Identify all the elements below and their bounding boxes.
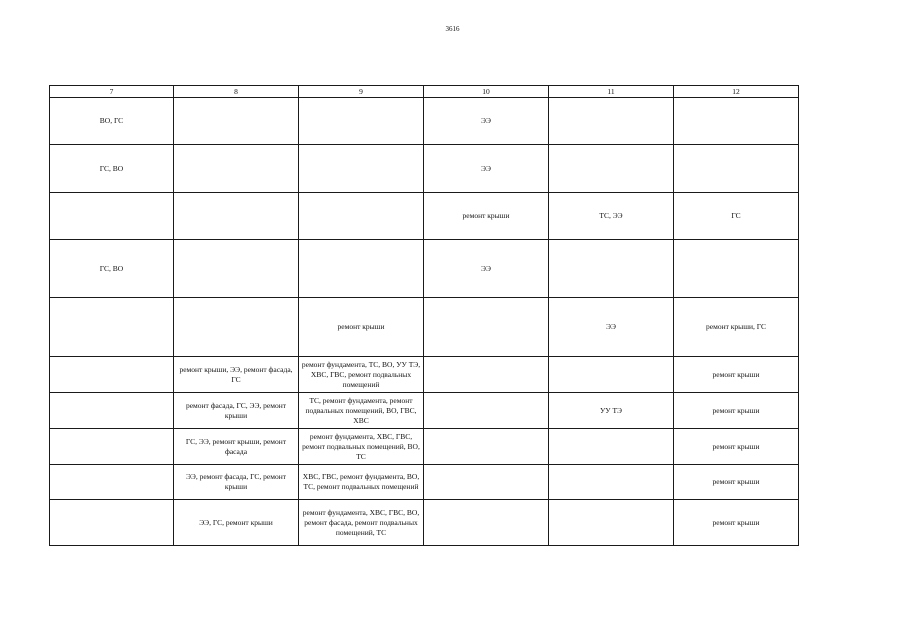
table-row bbox=[50, 145, 799, 193]
table-row bbox=[50, 465, 799, 500]
table-cell: ЭЭ bbox=[424, 145, 549, 193]
table-row bbox=[50, 357, 799, 393]
table-cell: ремонт крыши, ЭЭ, ремонт фасада, ГС bbox=[174, 357, 299, 393]
table-row bbox=[50, 98, 799, 145]
table-cell bbox=[674, 145, 799, 193]
table-cell: ВО, ГС bbox=[50, 98, 174, 145]
table-cell: ремонт крыши bbox=[674, 393, 799, 429]
table-cell bbox=[549, 98, 674, 145]
table-cell: ЭЭ bbox=[424, 240, 549, 298]
table-row bbox=[50, 393, 799, 429]
table-cell bbox=[174, 98, 299, 145]
table-row bbox=[50, 298, 799, 357]
table-cell bbox=[174, 298, 299, 357]
table-cell bbox=[424, 500, 549, 546]
table-cell bbox=[50, 193, 174, 240]
table-row bbox=[50, 429, 799, 465]
table-cell bbox=[424, 298, 549, 357]
table-cell: ремонт крыши bbox=[299, 298, 424, 357]
table-cell bbox=[50, 500, 174, 546]
table-cell bbox=[549, 145, 674, 193]
data-table bbox=[49, 85, 799, 546]
table-row bbox=[50, 500, 799, 546]
table-cell bbox=[424, 357, 549, 393]
table-cell: ремонт фундамента, ХВС, ГВС, ремонт подвальных помещений, ВО, ТС bbox=[299, 429, 424, 465]
table-cell: ЭЭ, ремонт фасада, ГС, ремонт крыши bbox=[174, 465, 299, 500]
table-cell bbox=[299, 193, 424, 240]
table-cell: ХВС, ГВС, ремонт фундамента, ВО, ТС, ремонт подвальных помещений bbox=[299, 465, 424, 500]
table-cell bbox=[50, 393, 174, 429]
table-cell: ГС bbox=[674, 193, 799, 240]
table-cell: ТС, ремонт фундамента, ремонт подвальных помещений, ВО, ГВС, ХВС bbox=[299, 393, 424, 429]
column-header: 8 bbox=[174, 86, 299, 98]
table-cell bbox=[549, 429, 674, 465]
table-cell: ремонт крыши bbox=[674, 429, 799, 465]
table-cell bbox=[549, 240, 674, 298]
table-cell bbox=[174, 240, 299, 298]
table-cell bbox=[50, 429, 174, 465]
table-cell: ремонт крыши bbox=[674, 465, 799, 500]
table-cell: ремонт крыши bbox=[674, 500, 799, 546]
table-cell: ремонт крыши bbox=[674, 357, 799, 393]
table-cell: ТС, ЭЭ bbox=[549, 193, 674, 240]
table-cell bbox=[424, 429, 549, 465]
table-row bbox=[50, 193, 799, 240]
column-header: 12 bbox=[674, 86, 799, 98]
table-cell bbox=[674, 240, 799, 298]
header-row bbox=[50, 86, 799, 98]
table-cell bbox=[174, 193, 299, 240]
table-cell bbox=[299, 145, 424, 193]
table-row bbox=[50, 240, 799, 298]
column-header: 9 bbox=[299, 86, 424, 98]
table-cell: ремонт фундамента, ХВС, ГВС, ВО, ремонт фасада, ремонт подвальных помещений, ТС bbox=[299, 500, 424, 546]
table-cell bbox=[424, 465, 549, 500]
table-cell: ЭЭ, ГС, ремонт крыши bbox=[174, 500, 299, 546]
table-cell bbox=[174, 145, 299, 193]
table-cell bbox=[50, 465, 174, 500]
table-cell bbox=[50, 357, 174, 393]
table-cell bbox=[299, 240, 424, 298]
table-cell bbox=[549, 357, 674, 393]
table-cell bbox=[549, 500, 674, 546]
table-cell bbox=[50, 298, 174, 357]
column-header: 11 bbox=[549, 86, 674, 98]
table-cell bbox=[299, 98, 424, 145]
table-cell: ремонт фундамента, ТС, ВО, УУ ТЭ, ХВС, ГВС, ремонт подвальных помещений bbox=[299, 357, 424, 393]
table-cell: ГС, ВО bbox=[50, 240, 174, 298]
column-header: 7 bbox=[50, 86, 174, 98]
table-cell: ГС, ЭЭ, ремонт крыши, ремонт фасада bbox=[174, 429, 299, 465]
table-cell: ГС, ВО bbox=[50, 145, 174, 193]
table-cell bbox=[424, 393, 549, 429]
table-cell: ремонт фасада, ГС, ЭЭ, ремонт крыши bbox=[174, 393, 299, 429]
table-cell bbox=[674, 98, 799, 145]
table-cell: ремонт крыши, ГС bbox=[674, 298, 799, 357]
table-cell: УУ ТЭ bbox=[549, 393, 674, 429]
page-number: 3616 bbox=[445, 25, 460, 33]
table-cell: ЭЭ bbox=[424, 98, 549, 145]
table-cell: ремонт крыши bbox=[424, 193, 549, 240]
table-cell bbox=[549, 465, 674, 500]
column-header: 10 bbox=[424, 86, 549, 98]
table-cell: ЭЭ bbox=[549, 298, 674, 357]
